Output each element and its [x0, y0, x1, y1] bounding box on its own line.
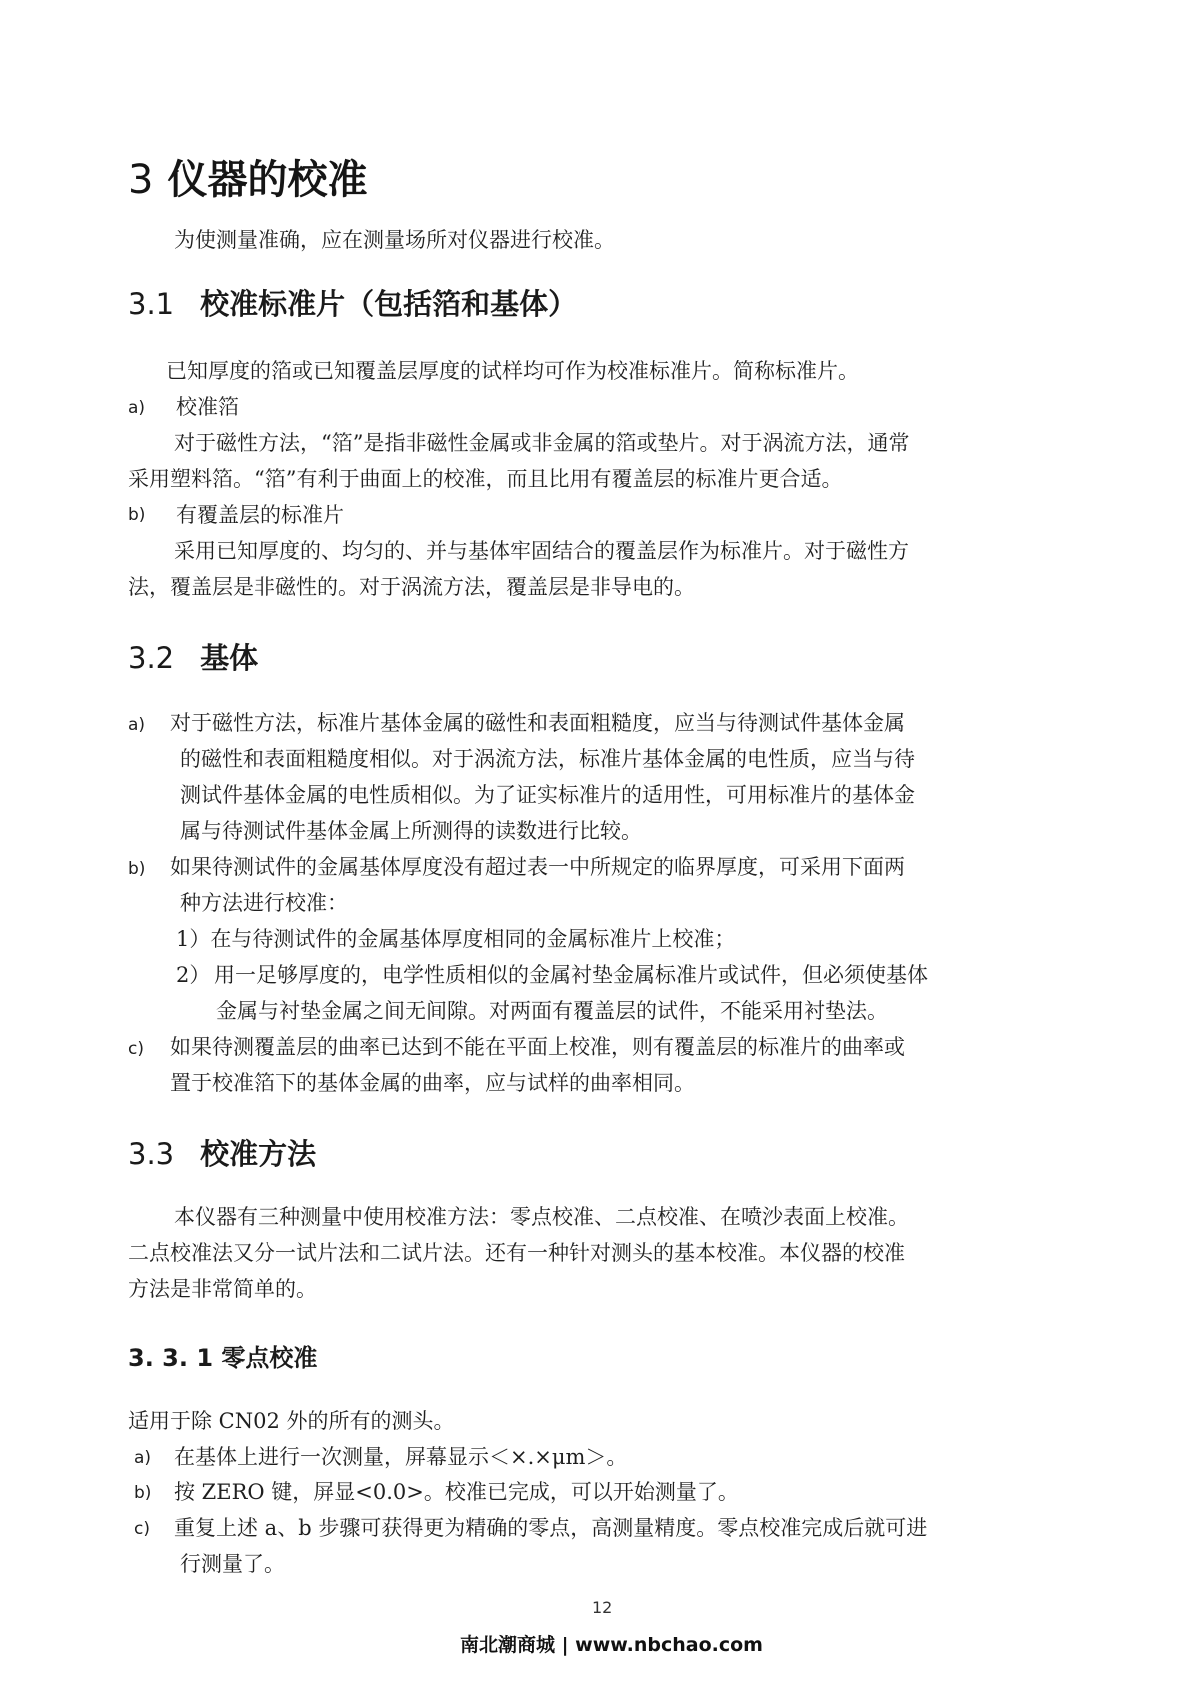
- list-item-line: 重复上述 a、b 步骤可获得更为精确的零点，高测量精度。零点校准完成后就可进: [174, 1516, 928, 1540]
- paragraph-line: 本仪器有三种测量中使用校准方法：零点校准、二点校准、在喷沙表面上校准。: [174, 1205, 909, 1229]
- subsection-3-3-1-heading: 3. 3. 1 零点校准: [128, 1344, 318, 1372]
- sub-list-line: 金属与衬垫金属之间无间隙。对两面有覆盖层的试件，不能采用衬垫法。: [216, 999, 888, 1023]
- section-title: 校准标准片（包括箔和基体）: [200, 287, 578, 321]
- list-item-line: 置于校准箔下的基体金属的曲率，应与试样的曲率相同。: [170, 1071, 695, 1095]
- section-number: 3.2: [128, 641, 175, 675]
- list-item-line: 如果待测试件的金属基体厚度没有超过表一中所规定的临界厚度，可采用下面两: [170, 855, 905, 879]
- chapter-intro: 为使测量准确，应在测量场所对仪器进行校准。: [174, 228, 615, 252]
- paragraph-line: 方法是非常简单的。: [128, 1277, 317, 1301]
- list-item-line: 种方法进行校准：: [180, 891, 348, 915]
- section-title: 校准方法: [200, 1137, 317, 1171]
- list-label: b): [128, 505, 146, 525]
- sub-list-item: 1）在与待测试件的金属基体厚度相同的金属标准片上校准；: [176, 927, 736, 951]
- paragraph-line: 二点校准法又分一试片法和二试片法。还有一种针对测头的基本校准。本仪器的校准: [128, 1241, 905, 1265]
- chapter-heading: [128, 148, 367, 205]
- page-number: 12: [592, 1598, 613, 1617]
- list-item-line: 在基体上进行一次测量，屏幕显示＜×.×μm＞。: [174, 1445, 628, 1469]
- chapter-number: 3: [128, 157, 154, 203]
- section-number: 3.1: [128, 287, 175, 321]
- list-item-line: 对于磁性方法，标准片基体金属的磁性和表面粗糙度，应当与待测试件基体金属: [170, 711, 905, 735]
- list-label: a): [128, 715, 146, 735]
- paragraph-line: 法，覆盖层是非磁性的。对于涡流方法，覆盖层是非导电的。: [128, 575, 695, 599]
- section-number: 3.3: [128, 1137, 175, 1171]
- list-label: c): [134, 1519, 150, 1539]
- list-label: c): [128, 1039, 144, 1059]
- list-item-line: 属与待测试件基体金属上所测得的读数进行比较。: [180, 819, 642, 843]
- list-item-line: 如果待测覆盖层的曲率已达到不能在平面上校准，则有覆盖层的标准片的曲率或: [170, 1035, 905, 1059]
- paragraph-line: 采用已知厚度的、均匀的、并与基体牢固结合的覆盖层作为标准片。对于磁性方: [174, 539, 909, 563]
- list-item-line: 测试件基体金属的电性质相似。为了证实标准片的适用性，可用标准片的基体金: [180, 783, 915, 807]
- list-item-line: 行测量了。: [180, 1552, 285, 1576]
- list-item-line: 的磁性和表面粗糙度相似。对于涡流方法，标准片基体金属的电性质，应当与待: [180, 747, 915, 771]
- section-3-1-heading: [128, 282, 577, 323]
- paragraph: 已知厚度的箔或已知覆盖层厚度的试样均可作为校准标准片。简称标准片。: [166, 359, 859, 383]
- sub-list-line: 用一足够厚度的，电学性质相似的金属衬垫金属标准片或试件，但必须使基体: [214, 963, 928, 987]
- paragraph-line: 对于磁性方法，“箔”是指非磁性金属或非金属的箔或垫片。对于涡流方法，通常: [174, 431, 910, 455]
- list-label: b): [128, 859, 146, 879]
- list-item-title: 校准箔: [176, 395, 239, 419]
- list-item-title: 有覆盖层的标准片: [176, 503, 344, 527]
- section-3-2-heading: [128, 636, 258, 677]
- paragraph-line: 采用塑料箔。“箔”有利于曲面上的校准，而且比用有覆盖层的标准片更合适。: [128, 467, 843, 491]
- paragraph: 适用于除 CN02 外的所有的测头。: [128, 1409, 455, 1433]
- list-label: b): [134, 1483, 152, 1503]
- list-item-line: 按 ZERO 键，屏显<0.0>。校准已完成，可以开始测量了。: [174, 1480, 739, 1504]
- sub-list-label: 2）: [176, 963, 211, 987]
- section-title: 基体: [200, 641, 259, 675]
- site-brand: 南北潮商城 | www.nbchao.com: [460, 1634, 763, 1656]
- chapter-title: 仪器的校准: [167, 157, 368, 203]
- section-3-3-heading: [128, 1132, 316, 1173]
- list-label: a): [128, 398, 146, 418]
- list-label: a): [134, 1448, 152, 1468]
